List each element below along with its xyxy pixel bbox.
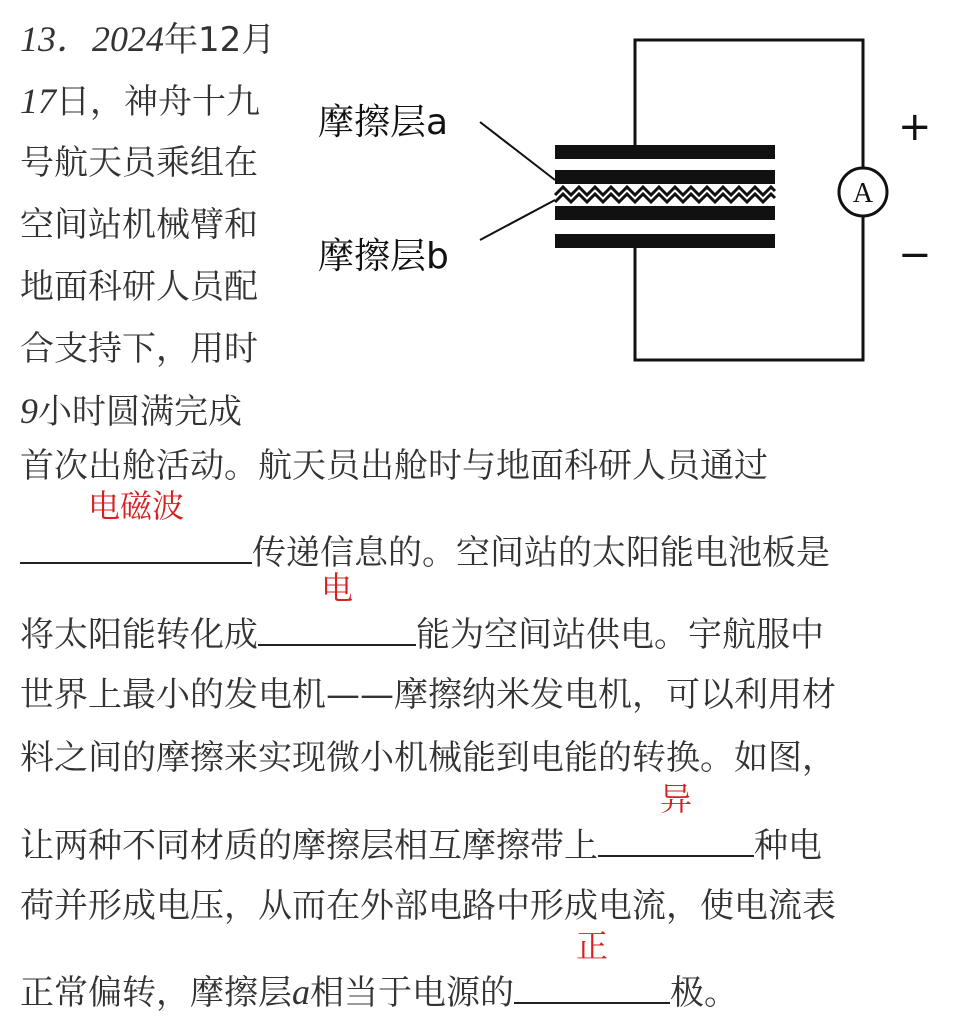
- text-line: 料之间的摩擦来实现微小机械能到电能的转换。如图，: [20, 738, 836, 778]
- friction-interface-zigzag: [555, 187, 775, 195]
- answer-3: 异: [659, 780, 692, 818]
- bottom-electrode-plate: [555, 234, 775, 248]
- text-fragment: 年12月: [164, 20, 276, 60]
- answer-blank-2[interactable]: [258, 569, 416, 646]
- text-line: 地面科研人员配: [20, 267, 258, 307]
- answer-2: 电: [320, 569, 353, 607]
- negative-terminal-sign: −: [898, 232, 932, 278]
- year-number: 2024: [92, 19, 165, 59]
- text-line: [20, 8, 310, 70]
- label-b-leader-line: [480, 200, 555, 240]
- question-number: 13．: [20, 19, 93, 59]
- text-fragment: 极。: [670, 973, 738, 1013]
- text-line: [20, 70, 310, 132]
- text-fragment: 正常偏转，摩擦层: [20, 973, 292, 1013]
- answer-blank-4[interactable]: [514, 927, 670, 1004]
- answer-blank-3[interactable]: [598, 780, 754, 857]
- friction-layer-a: [555, 170, 775, 184]
- text-fragment: 相当于电源的: [310, 973, 514, 1013]
- friction-layer-b: [555, 206, 775, 220]
- text-line: 首次出舱活动。航天员出舱时与地面科研人员通过: [20, 446, 768, 486]
- top-electrode-plate: [555, 145, 775, 159]
- label-friction-layer-a: 摩擦层a: [318, 102, 449, 143]
- ammeter-symbol: A: [852, 178, 874, 209]
- text-fragment: 种电: [754, 826, 822, 866]
- positive-terminal-sign: +: [898, 104, 932, 150]
- text-line: [20, 380, 310, 442]
- variable-a: a: [292, 972, 310, 1012]
- text-fragment: 将太阳能转化成: [20, 615, 258, 655]
- text-line: 号航天员乘组在: [20, 143, 258, 183]
- text-line: 空间站机械臂和: [20, 205, 258, 245]
- hours-number: 9: [20, 391, 38, 431]
- text-line: [20, 569, 965, 660]
- answer-4: 正: [575, 927, 608, 965]
- text-fragment: 小时圆满完成: [38, 392, 242, 432]
- text-fragment: 日，神舟十九: [56, 82, 260, 122]
- answer-1: 电磁波: [87, 487, 184, 525]
- text-fragment: 让两种不同材质的摩擦层相互摩擦带上: [20, 826, 598, 866]
- day-number: 17: [20, 81, 56, 121]
- label-friction-layer-b: 摩擦层b: [318, 236, 449, 277]
- answer-blank-1[interactable]: [20, 487, 252, 564]
- text-line: [20, 780, 965, 871]
- text-fragment: 传递信息的。空间站的太阳能电池板是: [252, 533, 830, 573]
- label-a-leader-line: [480, 122, 555, 180]
- text-fragment: 能为空间站供电。宇航服中: [416, 615, 824, 655]
- text-line: 合支持下，用时: [20, 329, 258, 369]
- text-line: [20, 927, 965, 1018]
- triboelectric-circuit-figure: [310, 30, 940, 370]
- question-narrow-column: [20, 8, 310, 442]
- text-line: 荷并形成电压，从而在外部电路中形成电流，使电流表: [20, 886, 836, 926]
- text-line: 世界上最小的发电机——摩擦纳米发电机，可以利用材: [20, 675, 836, 715]
- text-line: [20, 487, 965, 578]
